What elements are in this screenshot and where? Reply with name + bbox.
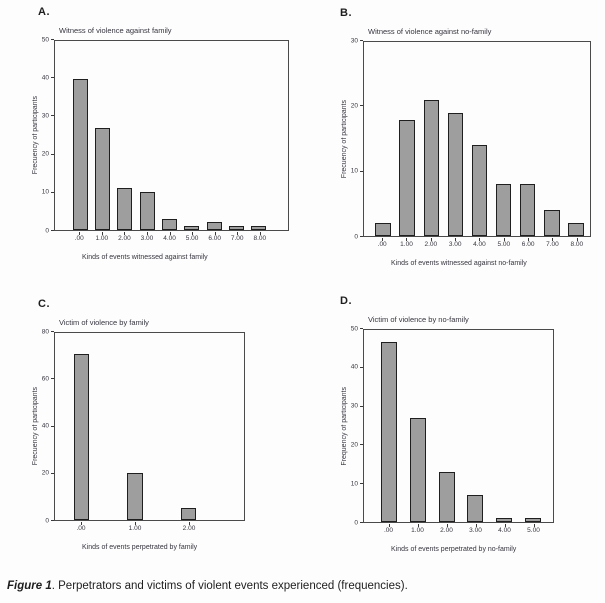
bar-slot: [371, 42, 395, 236]
bar: [375, 223, 390, 236]
x-tick-label: 1.00: [91, 232, 114, 243]
y-tick-label: 50: [41, 35, 49, 43]
x-axis-ticks: [54, 522, 245, 533]
bar: [73, 79, 88, 230]
chart-title: Witness of violence against family: [59, 26, 172, 35]
bar: [496, 184, 511, 236]
plot-area: [363, 329, 554, 523]
chart-body: [30, 327, 245, 551]
bar-slot: [181, 41, 203, 230]
bar: [251, 226, 266, 230]
chart-title: Witness of violence against no-family: [368, 27, 492, 36]
bar: [74, 354, 89, 520]
chart-title: Victim of violence by family: [59, 318, 149, 327]
bar: [496, 518, 512, 522]
panel-d-label: D.: [340, 295, 352, 307]
bar-slot: [518, 330, 547, 522]
y-tick-label: 30: [350, 402, 358, 410]
bar-slot: [467, 42, 491, 236]
y-tick-label: 40: [41, 73, 49, 81]
figure-caption-label: Figure 1: [7, 580, 52, 592]
y-axis-title-text: Frecuency of participants: [31, 387, 39, 466]
y-tick-label: 0: [45, 226, 49, 234]
x-tick-label: 1.00: [108, 522, 162, 533]
bar-slot: [69, 41, 91, 230]
y-axis-title: [339, 329, 349, 523]
chart-title: Victim of violence by no-family: [368, 315, 469, 324]
y-axis-title-text: Frecuency of participants: [31, 96, 39, 175]
x-tick-label: 8.00: [565, 238, 589, 249]
bar-slot: [225, 41, 247, 230]
x-tick-label: 1.00: [394, 238, 418, 249]
bar-slot: [114, 41, 136, 230]
bar-slot: [443, 42, 467, 236]
y-tick-label: 20: [350, 102, 358, 110]
x-tick-label: .00: [370, 238, 394, 249]
bar: [568, 223, 583, 236]
y-tick-label: 0: [354, 232, 358, 240]
bar-slot: [136, 41, 158, 230]
bar: [472, 145, 487, 236]
y-tick-label: 20: [41, 150, 49, 158]
bar-slot: [375, 330, 404, 522]
bar: [520, 184, 535, 236]
bar-slot: [540, 42, 564, 236]
y-tick-label: 0: [45, 516, 49, 524]
x-tick-label: 1.00: [403, 524, 432, 535]
y-axis-title: [339, 41, 349, 237]
figure-caption-text: . Perpetrators and victims of violent events experienced (frequencies).: [51, 580, 408, 592]
y-axis-title: [30, 332, 40, 521]
plot-column: [363, 329, 554, 553]
bar: [439, 472, 455, 522]
x-axis-title: Kinds of events witnessed against family: [82, 253, 208, 261]
x-tick-label: .00: [68, 232, 91, 243]
x-tick-label: 3.00: [461, 524, 490, 535]
bar: [410, 418, 426, 522]
x-tick-label: 7.00: [540, 238, 564, 249]
x-tick-label: 6.00: [516, 238, 540, 249]
y-tick-label: 20: [350, 441, 358, 449]
y-tick-label: 10: [350, 479, 358, 487]
x-tick-label: 3.00: [136, 232, 159, 243]
figure-caption: [7, 580, 408, 592]
y-tick-label: 30: [41, 112, 49, 120]
x-axis-title: Kinds of events perpetrated by family: [82, 543, 198, 551]
bar: [162, 219, 177, 230]
bar-slot: [248, 41, 270, 230]
y-tick-label: 40: [350, 363, 358, 371]
bar: [399, 120, 414, 236]
x-tick-label: .00: [54, 522, 108, 533]
x-tick-label: 8.00: [249, 232, 272, 243]
bar-slot: [395, 42, 419, 236]
x-tick-label: 4.00: [158, 232, 181, 243]
x-tick-label: 2.00: [113, 232, 136, 243]
x-tick-label: 5.00: [492, 238, 516, 249]
panel-c: [30, 298, 245, 551]
x-tick-label: 5.00: [519, 524, 548, 535]
bar: [448, 113, 463, 236]
chart-body: [30, 35, 289, 261]
bar: [181, 508, 196, 520]
x-axis-title: Kinds of events witnessed against no-family: [391, 259, 527, 267]
x-tick-label: 4.00: [467, 238, 491, 249]
y-tick-label: 60: [41, 375, 49, 382]
y-tick-label: 10: [350, 167, 358, 175]
y-tick-label: 40: [41, 422, 49, 430]
panel-c-label: C.: [38, 298, 50, 310]
y-tick-label: 10: [41, 188, 49, 196]
y-axis-ticks: [349, 324, 363, 526]
plot-area: [54, 332, 245, 521]
x-tick-label: 3.00: [443, 238, 467, 249]
y-tick-label: 30: [350, 36, 358, 44]
panel-b-label: B.: [340, 7, 352, 19]
y-axis-ticks: [349, 36, 363, 240]
bar: [184, 226, 199, 230]
bar: [117, 188, 132, 230]
bar-slot: [91, 41, 113, 230]
x-tick-label: 7.00: [226, 232, 249, 243]
plot-column: [363, 41, 591, 267]
bar: [544, 210, 559, 236]
y-axis-title-text: Frecuency of participants: [340, 99, 348, 179]
y-axis-ticks: [40, 327, 54, 524]
bar: [127, 473, 142, 520]
panel-d: [339, 295, 554, 553]
bar-slot: [55, 333, 108, 520]
bar-slot: [404, 330, 433, 522]
bar: [424, 100, 439, 236]
x-axis-ticks: [54, 232, 289, 243]
y-axis-title: [30, 40, 40, 231]
x-axis-title: Kinds of events perpetrated by no-family: [391, 545, 517, 553]
bar-slot: [203, 41, 225, 230]
bar: [381, 342, 397, 522]
bar-slot: [461, 330, 490, 522]
bar-slot: [158, 41, 180, 230]
x-tick-label: 2.00: [419, 238, 443, 249]
bar-slot: [108, 333, 161, 520]
x-tick-label: 4.00: [490, 524, 519, 535]
panel-a: [30, 6, 289, 261]
y-tick-label: 0: [354, 518, 358, 526]
panel-b: [339, 7, 591, 267]
bar-slot: [162, 333, 215, 520]
bar: [140, 192, 155, 230]
x-tick-label: .00: [374, 524, 403, 535]
plot-column: [54, 332, 245, 551]
bar-slot: [516, 42, 540, 236]
x-tick-label: 5.00: [181, 232, 204, 243]
bar-slot: [564, 42, 588, 236]
y-axis-ticks: [40, 35, 54, 234]
plot-area: [363, 41, 591, 237]
chart-body: [339, 36, 591, 267]
y-tick-label: 50: [350, 324, 358, 332]
bar: [95, 128, 110, 230]
x-tick-label: 2.00: [432, 524, 461, 535]
plot-area: [54, 40, 289, 231]
y-tick-label: 80: [41, 327, 49, 335]
panel-a-label: A.: [38, 6, 50, 18]
bar-slot: [490, 330, 519, 522]
bar-slot: [419, 42, 443, 236]
bar: [467, 495, 483, 522]
x-axis-ticks: [363, 524, 554, 535]
bar-slot: [432, 330, 461, 522]
bar: [229, 226, 244, 230]
bar-slot: [492, 42, 516, 236]
x-tick-label: 6.00: [203, 232, 226, 243]
chart-body: [339, 324, 554, 553]
plot-column: [54, 40, 289, 261]
bar: [207, 222, 222, 230]
x-axis-ticks: [363, 238, 591, 249]
bar: [525, 518, 541, 522]
x-tick-label: 2.00: [162, 522, 216, 533]
y-axis-title-text: Frequency of participants: [340, 386, 348, 466]
y-tick-label: 20: [41, 469, 49, 477]
